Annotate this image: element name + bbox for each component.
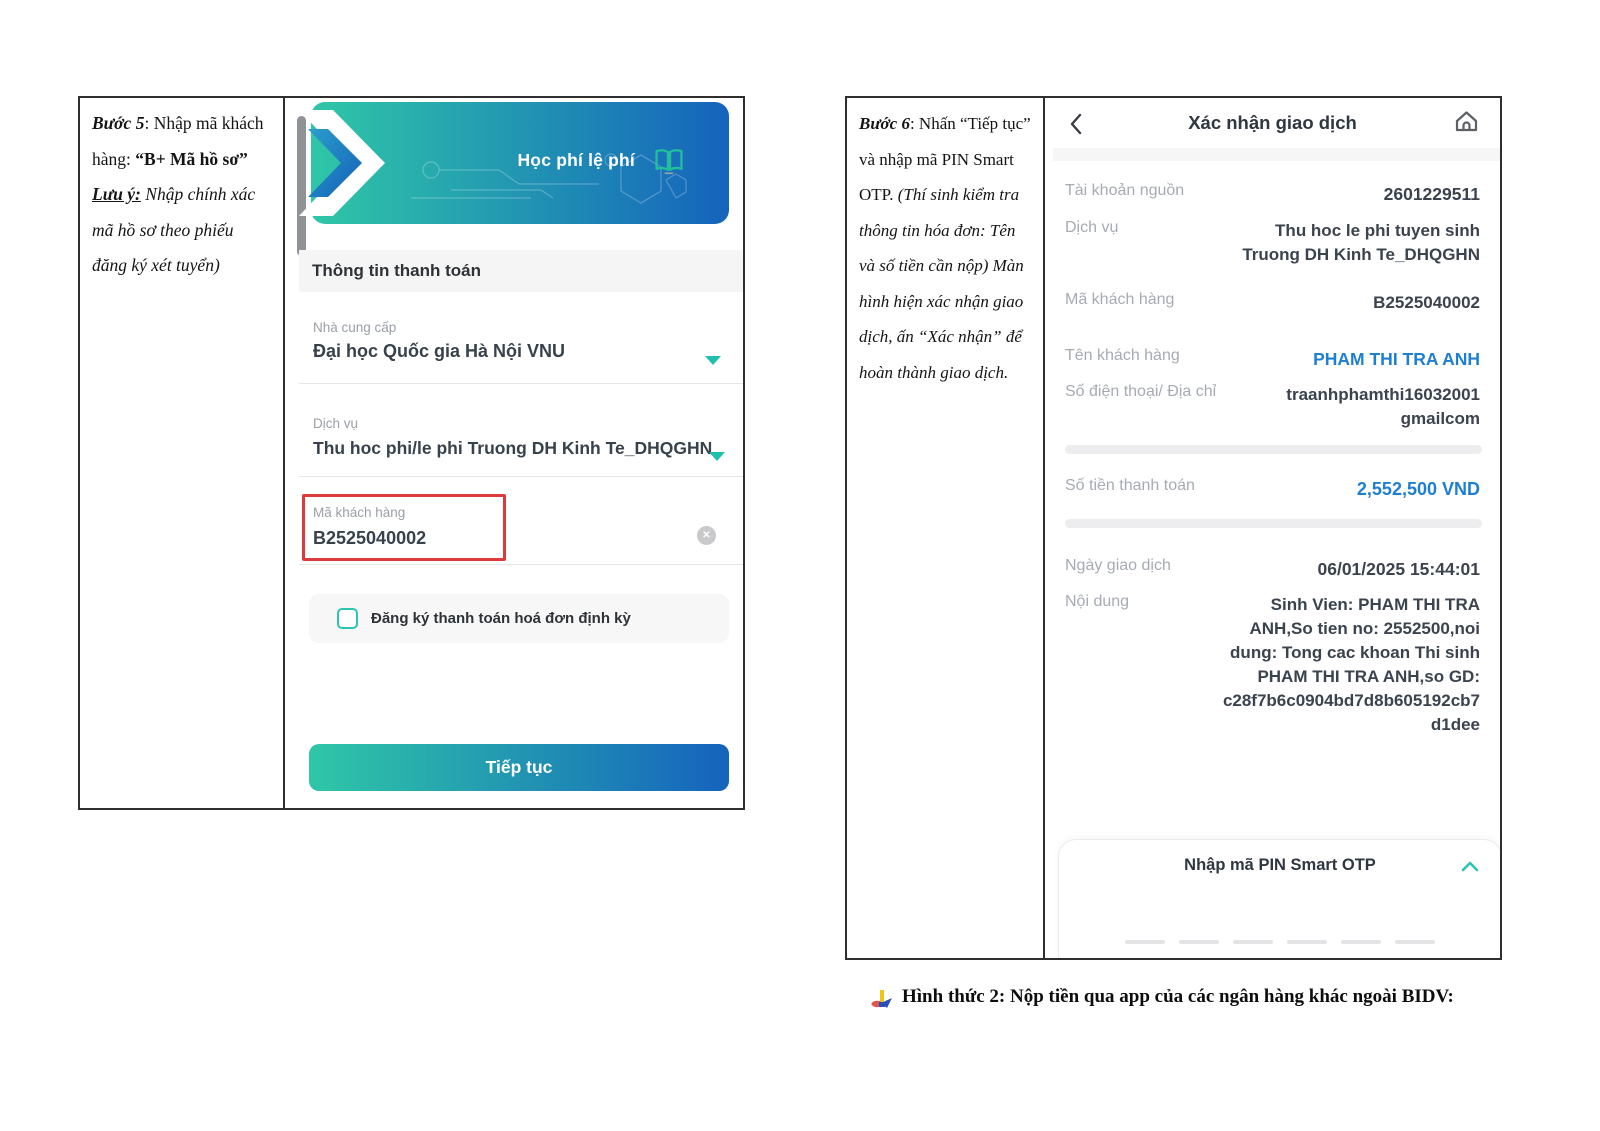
field-divider (299, 564, 743, 565)
step6-instruction-cell (847, 98, 1045, 958)
content-label: Nội dung (1065, 593, 1130, 610)
banner-title: Học phí lệ phí (517, 150, 635, 170)
chevron-arrow-logo (299, 110, 391, 216)
step6-table (845, 96, 1502, 960)
row-label: Số điện thoại/ Địa chỉ (1065, 383, 1217, 400)
continue-button[interactable]: Tiếp tục (309, 744, 729, 791)
otp-panel-title: Nhập mã PIN Smart OTP (1184, 856, 1376, 874)
banner (311, 102, 729, 224)
provider-dropdown-caret-icon[interactable] (705, 356, 721, 365)
service-value[interactable]: Thu hoc phi/le phi Truong DH Kinh Te_DHQGHN (313, 438, 713, 458)
date-value: 06/01/2025 15:44:01 (1317, 559, 1480, 579)
step6-label: Bước 6 (859, 114, 910, 133)
home-icon[interactable] (1453, 109, 1480, 134)
section-header (299, 250, 743, 292)
header-divider (1053, 148, 1500, 161)
amount-value: 2,552,500 VND (1356, 479, 1480, 499)
pin-input-placeholders[interactable] (1059, 940, 1500, 944)
customer-code-label: Mã khách hàng (313, 505, 406, 520)
step5-code: “B+ Mã hồ sơ” (135, 148, 248, 169)
step5-note-label: Lưu ý: (92, 184, 141, 204)
step6-text: : Nhấn “Tiếp tục” và nhập mã PIN Smart OTP. (859, 114, 1031, 204)
screen-title: Xác nhận giao dịch (1188, 112, 1357, 133)
step5-label: Bước 5 (92, 113, 145, 133)
book-icon (653, 148, 685, 175)
otp-panel (1058, 839, 1500, 958)
section-divider (1065, 445, 1482, 454)
confirm-screen (1045, 98, 1500, 958)
row-value: Thu hoc le phi tuyen sinh Truong DH Kinh Te_DHQGHN (1242, 221, 1480, 264)
step6-note: (Thí sinh kiểm tra thông tin hóa đơn: Tên và số tiền cần nộp) Màn hình hiện xác nhận giao dịch, ấn “Xác nhận” để hoàn thành giao dịch. (859, 185, 1024, 382)
service-label: Dịch vụ (313, 416, 359, 431)
recurring-checkbox[interactable] (337, 608, 358, 629)
row-label: Dịch vụ (1065, 219, 1119, 236)
customer-code-input[interactable]: B2525040002 (313, 528, 427, 548)
row-value: 2601229511 (1383, 184, 1480, 204)
list-bullet-icon (870, 988, 894, 1012)
field-divider (299, 383, 743, 384)
caption (870, 986, 1454, 1012)
amount-label: Số tiền thanh toán (1065, 477, 1195, 494)
clear-input-icon[interactable]: ✕ (697, 526, 716, 545)
row-label: Tài khoản nguồn (1065, 182, 1185, 199)
field-divider (299, 476, 743, 477)
payment-screen (285, 98, 743, 808)
step5-text: : Nhập mã khách hàng: (92, 113, 264, 169)
step5-instruction-cell (80, 98, 285, 808)
row-value: traanhphamthi16032001 gmailcom (1286, 385, 1480, 428)
section-title: Thông tin thanh toán (312, 261, 482, 280)
content-value: Sinh Vien: PHAM THI TRA ANH,So tien no: 2552500,noi dung: Tong cac khoan Thi sinh PHAM THI TRA ANH,so GD: c28f7b6c0904bd7d8b605192cb7d1dee (1222, 595, 1480, 734)
recurring-payment-option (309, 594, 729, 643)
customer-name-value: PHAM THI TRA ANH (1313, 349, 1480, 369)
date-label: Ngày giao dịch (1065, 557, 1171, 574)
caption-text: Hình thức 2: Nộp tiền qua app của các ngân hàng khác ngoài BIDV: (902, 986, 1454, 1007)
recurring-checkbox-label: Đăng ký thanh toán hoá đơn định kỳ (371, 610, 631, 627)
provider-label: Nhà cung cấp (313, 320, 397, 335)
collapse-chevron-icon[interactable] (1461, 860, 1479, 872)
row-label: Mã khách hàng (1065, 291, 1175, 308)
step5-table (78, 96, 745, 810)
provider-value[interactable]: Đại học Quốc gia Hà Nội VNU (313, 341, 566, 361)
section-divider (1065, 519, 1482, 528)
step5-note-text: Nhập chính xác mã hồ sơ theo phiếu đăng ký xét tuyển) (92, 184, 256, 275)
service-dropdown-caret-icon[interactable] (709, 452, 725, 461)
row-value: B2525040002 (1373, 293, 1480, 312)
row-label: Tên khách hàng (1065, 347, 1180, 364)
